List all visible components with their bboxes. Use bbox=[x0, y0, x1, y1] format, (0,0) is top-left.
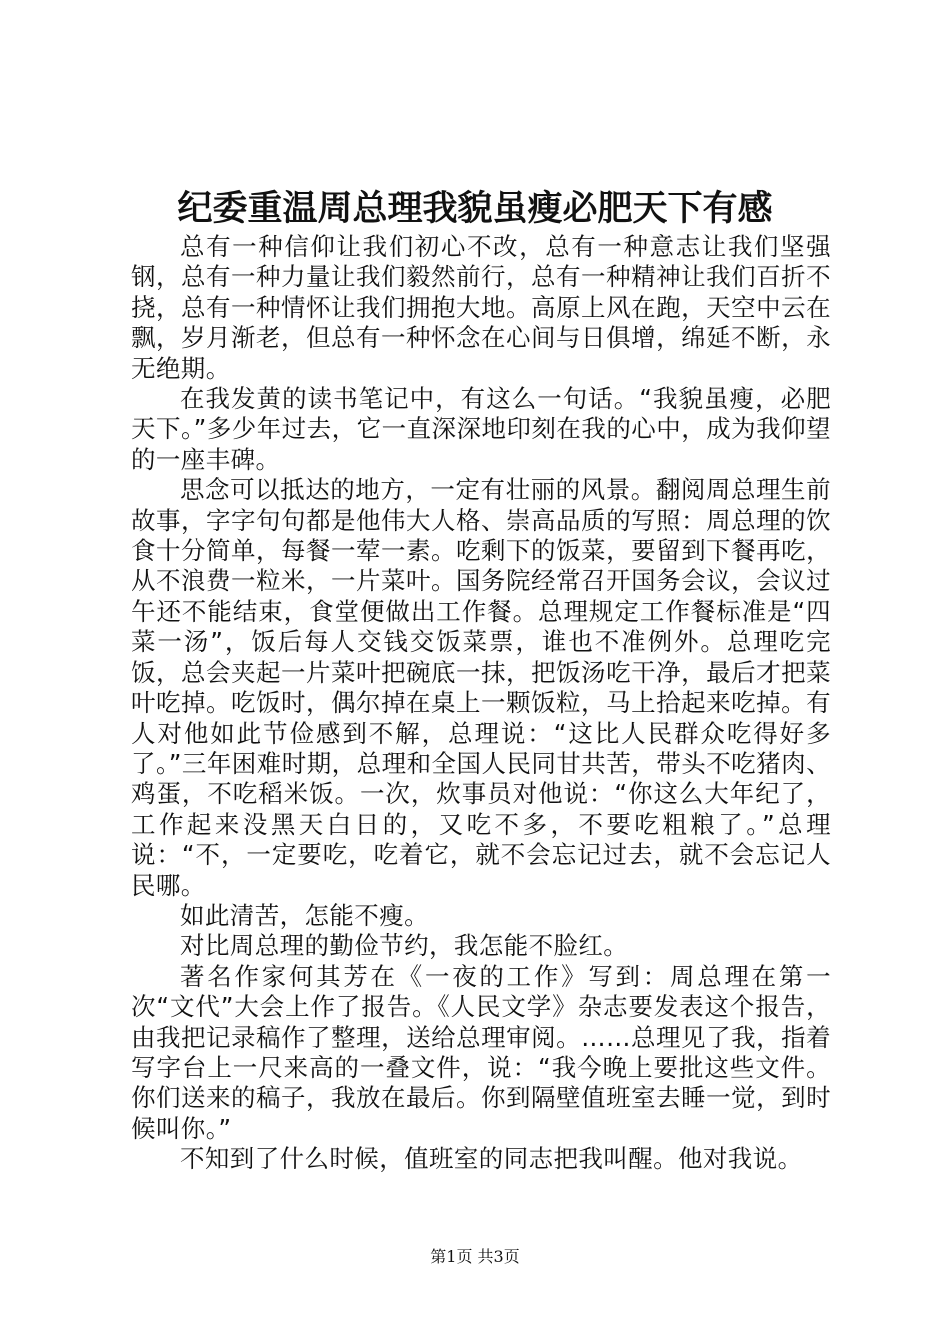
page-footer: 第1页 共3页 bbox=[430, 1247, 520, 1266]
paragraph: 不知到了什么时候，值班室的同志把我叫醒。他对我说。 bbox=[180, 1144, 803, 1174]
paragraph: 对比周总理的勤俭节约，我怎能不脸红。 bbox=[180, 931, 629, 961]
paragraph: 思念可以抵达的地方，一定有壮丽的风景。翻阅周总理生前故事，字字句句都是他伟大人格、崇高品质的写照：周总理的饮食十分简单，每餐一荤一素。吃剩下的饭菜，要留到下餐再吃，从不浪费一粒米，一片菜叶。国务院经常召开国务会议，会议过午还不能结束，食堂便做出工作餐。总理规定工作餐标准是“四菜一汤”，饭后每人交钱交饭菜票，谁也不准例外。总理吃完饭，总会夹起一片菜叶把碗底一抹，把饭汤吃干净，最后才把菜叶吃掉。吃饭时，偶尔掉在桌上一颗饭粒，马上拾起来吃掉。有人对他如此节俭感到不解，总理说：“这比人民群众吃得好多了。”三年困难时期，总理和全国人民同甘共苦，带头不吃猪肉、鸡蛋，不吃稻米饭。一次，炊事员对他说：“你这么大年纪了，工作起来没黑天白日的，又吃不多，不要吃粗粮了。”总理说：“不，一定要吃，吃着它，就不会忘记过去，就不会忘记人民哪。 bbox=[131, 475, 831, 900]
paragraph: 总有一种信仰让我们初心不改，总有一种意志让我们坚强钢，总有一种力量让我们毅然前行，总有一种精神让我们百折不挠，总有一种情怀让我们拥抱大地。高原上风在跑，天空中云在飘，岁月渐老，但总有一种怀念在心间与日俱增，绵延不断，永无绝期。 bbox=[131, 232, 831, 383]
paragraph: 如此清苦，怎能不瘦。 bbox=[180, 900, 429, 930]
document-body bbox=[131, 232, 831, 1175]
paragraph: 在我发黄的读书笔记中，有这么一句话。“我貌虽瘦，必肥天下。”多少年过去，它一直深深地印刻在我的心中，成为我仰望的一座丰碑。 bbox=[131, 384, 831, 474]
paragraph: 著名作家何其芳在《一夜的工作》写到：周总理在第一次“文代”大会上作了报告。《人民文学》杂志要发表这个报告，由我把记录稿作了整理，送给总理审阅。……总理见了我，指着写字台上一尺来高的一叠文件，说：“我今晚上要批这些文件。你们送来的稿子，我放在最后。你到隔壁值班室去睡一觉，到时候叫你。” bbox=[131, 961, 831, 1143]
document-title: 纪委重温周总理我貌虽瘦必肥天下有感 bbox=[177, 188, 773, 229]
